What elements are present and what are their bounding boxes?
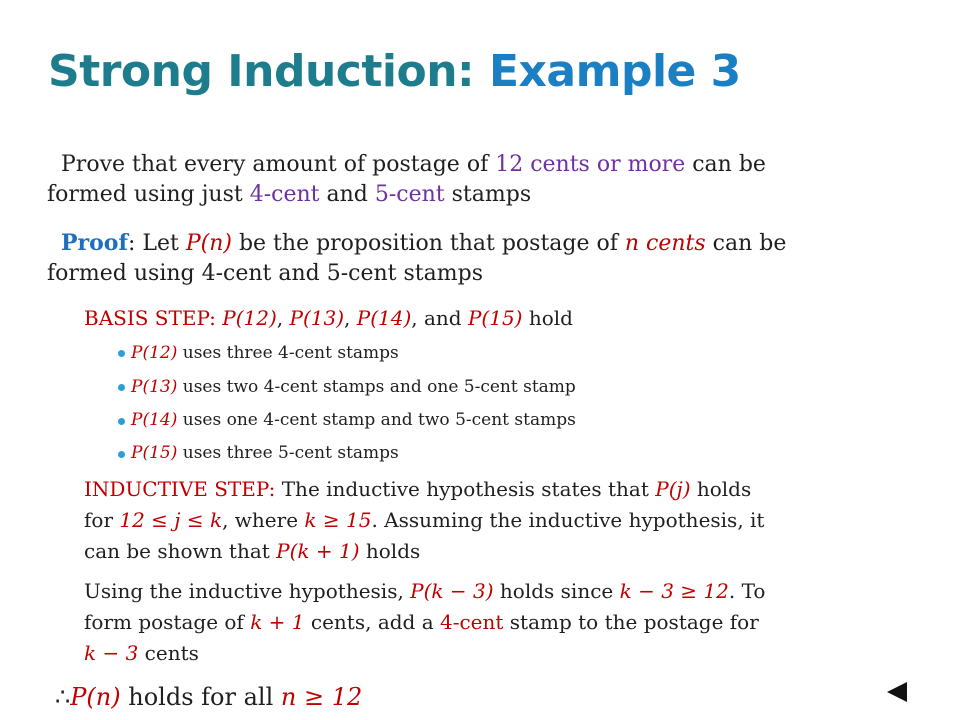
- basis-label: BASIS STEP:: [84, 306, 223, 330]
- title-part-2: Example 3: [488, 46, 741, 97]
- inductive-text-a: The inductive hypothesis states that: [275, 477, 656, 501]
- inductive-label: INDUCTIVE STEP:: [84, 477, 276, 501]
- using-text-d: form postage of: [84, 610, 251, 634]
- proof-pn: P(n): [185, 231, 232, 256]
- inductive-range: 12 ≤ j ≤ k: [119, 508, 223, 532]
- using-text-a: Using the inductive hypothesis,: [84, 579, 411, 603]
- list-item: [131, 409, 576, 431]
- inductive-text-d: , where: [222, 508, 305, 532]
- list-item: [131, 342, 399, 364]
- basis-item-p: P(13): [131, 377, 178, 397]
- statement-text-h: stamps: [444, 182, 532, 207]
- problem-statement: [47, 150, 941, 210]
- proof-text-d: formed using 4-cent and 5-cent stamps: [47, 261, 483, 286]
- basis-tail: hold: [522, 306, 573, 330]
- basis-item-p: P(14): [131, 410, 178, 430]
- conclusion-nge: n ≥ 12: [280, 683, 363, 711]
- conclusion: [55, 682, 362, 712]
- statement-text-c: can be: [685, 152, 766, 177]
- bullet-dot: [118, 350, 125, 357]
- basis-sep3: , and: [411, 306, 468, 330]
- using-text-b: holds since: [493, 579, 620, 603]
- inductive-step: [84, 474, 944, 567]
- bullet-dot: [118, 384, 125, 391]
- proof-ncents: n cents: [624, 231, 706, 256]
- inductive-argument: [84, 576, 944, 669]
- statement-4cent: 4-cent: [249, 182, 320, 207]
- using-4cent: 4-cent: [440, 610, 504, 634]
- using-kcond: k − 3 ≥ 12: [619, 579, 729, 603]
- statement-text-d: formed using just: [47, 182, 250, 207]
- using-text-c: . To: [728, 579, 766, 603]
- statement-amount: 12 cents or more: [495, 152, 686, 177]
- basis-sep2: ,: [344, 306, 357, 330]
- using-kp1: k + 1: [250, 610, 305, 634]
- inductive-text-b: holds: [690, 477, 752, 501]
- using-text-e: cents, add a: [304, 610, 440, 634]
- therefore-symbol: ∴: [55, 683, 71, 711]
- inductive-text-c: for: [84, 508, 120, 532]
- basis-item-p: P(15): [131, 443, 178, 463]
- using-text-g: cents: [138, 641, 199, 665]
- proof-text-c: can be: [705, 231, 787, 256]
- basis-item-text: uses one 4-cent stamp and two 5-cent stamps: [177, 410, 576, 430]
- bullet-dot: [118, 451, 125, 458]
- basis-p12: P(12): [222, 306, 277, 330]
- basis-step: [84, 303, 944, 334]
- basis-item-text: uses two 4-cent stamps and one 5-cent stamp: [177, 377, 576, 397]
- inductive-text-f: can be shown that: [84, 539, 277, 563]
- basis-item-text: uses three 4-cent stamps: [177, 343, 399, 363]
- inductive-pj: P(j): [655, 477, 691, 501]
- back-arrow-icon[interactable]: [887, 682, 907, 702]
- conclusion-text: holds for all: [120, 683, 281, 711]
- basis-p13: P(13): [289, 306, 345, 330]
- bullet-dot: [118, 418, 125, 425]
- using-text-f: stamp to the postage for: [503, 610, 759, 634]
- proof-text-b: be the proposition that postage of: [231, 231, 625, 256]
- proof-intro: [47, 228, 941, 289]
- using-km3: k − 3: [84, 641, 139, 665]
- inductive-kge: k ≥ 15: [304, 508, 372, 532]
- basis-p14: P(14): [356, 306, 412, 330]
- basis-item-text: uses three 5-cent stamps: [177, 443, 399, 463]
- statement-5cent: 5-cent: [374, 182, 445, 207]
- inductive-text-g: holds: [359, 539, 421, 563]
- statement-text-f: and: [319, 182, 375, 207]
- basis-sep1: ,: [276, 306, 290, 330]
- slide-title: [48, 46, 741, 97]
- proof-label: Proof: [61, 230, 128, 256]
- statement-text-a: Prove that every amount of postage of: [61, 152, 496, 177]
- using-pk3: P(k − 3): [410, 579, 494, 603]
- list-item: [131, 442, 399, 464]
- basis-p15: P(15): [467, 306, 523, 330]
- list-item: [131, 376, 576, 398]
- basis-item-p: P(12): [131, 343, 178, 363]
- inductive-pk1: P(k + 1): [276, 539, 360, 563]
- title-part-1: Strong Induction:: [48, 46, 489, 97]
- conclusion-pn: P(n): [70, 683, 121, 711]
- inductive-text-e: . Assuming the inductive hypothesis, it: [371, 508, 765, 532]
- proof-text-a: : Let: [127, 231, 186, 256]
